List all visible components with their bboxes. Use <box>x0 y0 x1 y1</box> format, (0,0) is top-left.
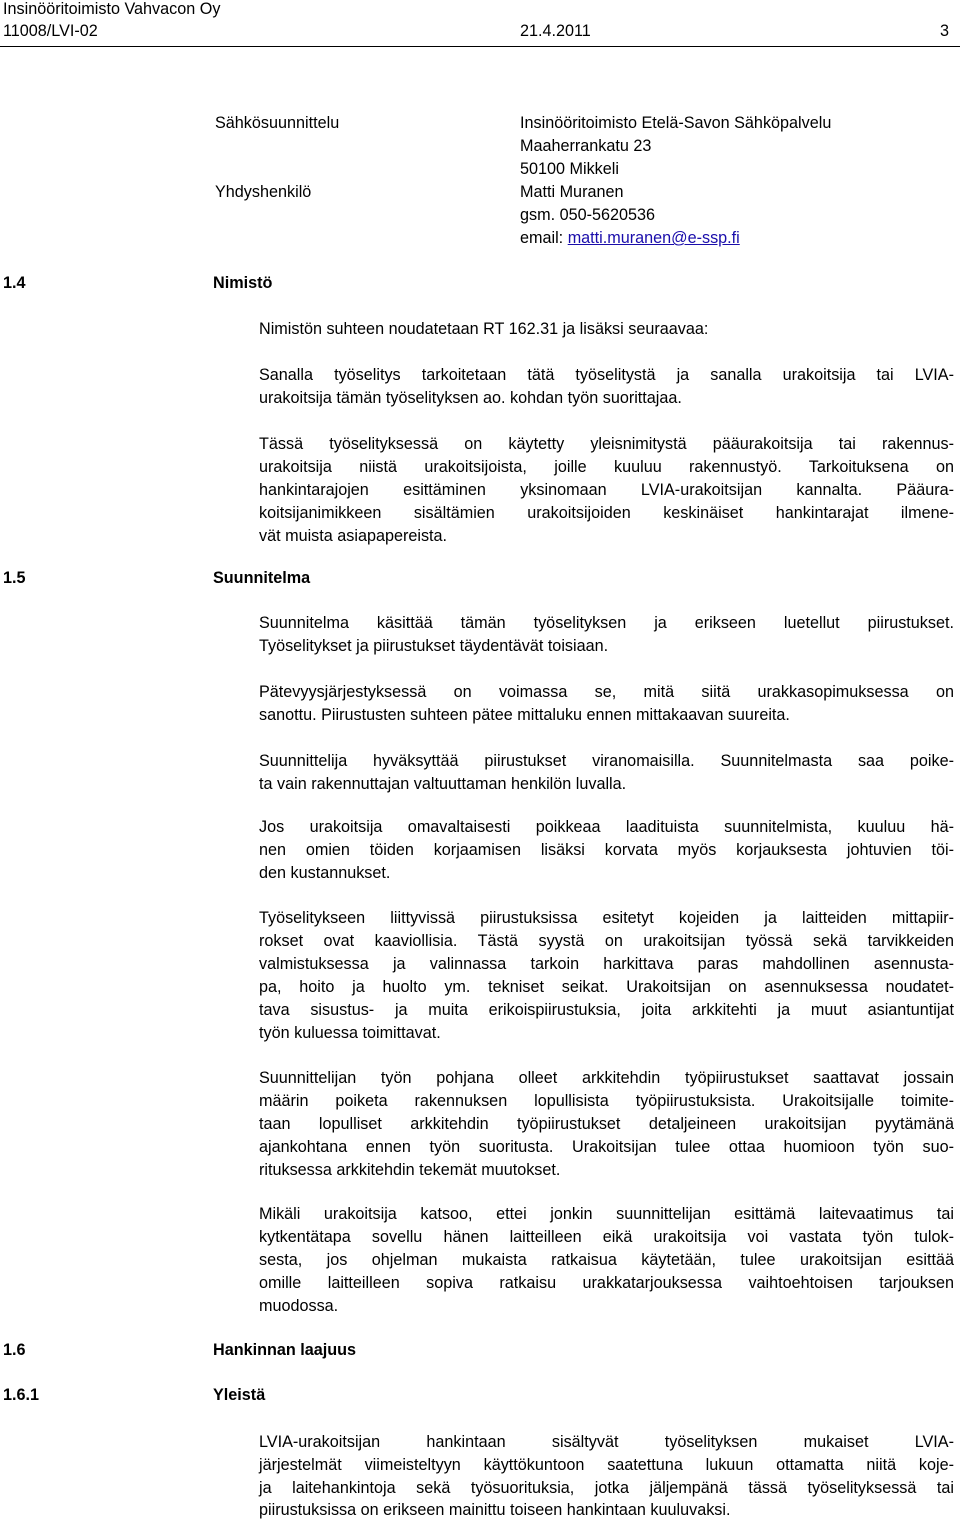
paragraph-line: järjestelmät viimeisteltyyn käyttökuntoon saatettuna lukuun ottamatta niitä koje- <box>259 1456 954 1474</box>
contact-city: 50100 Mikkeli <box>520 160 619 178</box>
paragraph-line: rokset ovat kaaviollisia. Tästä syystä on urakoitsijan työssä sekä tarvikkeiden <box>259 932 954 950</box>
section-1-5-title: Suunnitelma <box>213 569 311 587</box>
paragraph-line: ta vain rakennuttajan valtuuttaman henkilön luvalla. <box>259 775 627 793</box>
paragraph-line: sanottu. Piirustusten suhteen pätee mittaluku ennen mittakaavan suureita. <box>259 706 790 724</box>
paragraph-line: ja laitehankintoja sekä työsuorituksia, jotka jäljempänä tässä työselityksessä tai <box>259 1479 954 1497</box>
paragraph-line: LVIA-urakoitsijan hankintaan sisältyvät työselityksen mukaiset LVIA- <box>259 1433 954 1451</box>
paragraph-line: valmistuksessa ja valinnassa tarkoin harkittava paras mahdollinen asennusta- <box>259 955 954 973</box>
paragraph-line: omille laitteilleen sopiva ratkaisu urakkatarjouksessa vaihtoehtoisen tarjouksen <box>259 1274 954 1292</box>
paragraph-line: tava sisustus- ja muita erikoispiirustuksia, joita arkkitehti ja muut asiantuntijat <box>259 1001 954 1019</box>
paragraph-line: Pätevyysjärjestyksessä on voimassa se, mitä siitä urakkasopimuksessa on <box>259 683 954 701</box>
contact-street: Maaherrankatu 23 <box>520 137 652 155</box>
section-1-6-title: Hankinnan laajuus <box>213 1341 357 1359</box>
header-doc-id: 11008/LVI-02 <box>3 22 98 40</box>
paragraph-line: piirustuksissa on erikseen mainittu toiseen hankintaan kuuluvaksi. <box>259 1501 731 1519</box>
paragraph-line: määrin poiketa rakennuksen lopullisista työpiirustuksista. Urakoitsijalle toimite- <box>259 1092 954 1110</box>
paragraph-line: Suunnittelijan työn pohjana olleet arkkitehdin työpiirustukset saattavat jossain <box>259 1069 954 1087</box>
paragraph-line: vät muista asiapapereista. <box>259 527 448 545</box>
paragraph-line: Mikäli urakoitsija katsoo, ettei jonkin suunnittelijan esittämä laitevaatimus tai <box>259 1205 954 1223</box>
header-page-number: 3 <box>940 22 950 40</box>
contact-company: Insinööritoimisto Etelä-Savon Sähköpalvelu <box>520 114 832 132</box>
paragraph-line: urakoitsija niistä urakoitsijoista, joille kuuluu rakennustyö. Tarkoituksena on <box>259 458 954 476</box>
paragraph-line: muodossa. <box>259 1297 339 1315</box>
paragraph-line: Suunnittelija hyväksyttää piirustukset viranomaisilla. Suunnitelmasta saa poike- <box>259 752 954 770</box>
paragraph-line: Tässä työselityksessä on käytetty yleisnimitystä pääurakoitsija tai rakennus- <box>259 435 954 453</box>
email-link[interactable]: matti.muranen@e-ssp.fi <box>567 229 740 247</box>
section-1-4-number: 1.4 <box>3 274 26 292</box>
contact-email-line <box>520 229 740 248</box>
paragraph-line: nen omien töiden korjaamisen lisäksi korvata myös korjauksesta johtuvien töi- <box>259 841 954 859</box>
paragraph-line: sesta, jos ohjelman mukaista ratkaisua käytetään, tulee urakoitsijan esittää <box>259 1251 954 1269</box>
paragraph-line: Työselitykseen liittyvissä piirustuksissa esitetyt kojeiden ja laitteiden mittapiir- <box>259 909 954 927</box>
paragraph-line: Sanalla työselitys tarkoitetaan tätä työselitystä ja sanalla urakoitsija tai LVIA- <box>259 366 954 384</box>
paragraph-line: kytkentätapa sovellu hänen laitteilleen eikä urakoitsija voi vastata työn tulok- <box>259 1228 954 1246</box>
header-date: 21.4.2011 <box>520 22 591 40</box>
paragraph-line: den kustannukset. <box>259 864 391 882</box>
paragraph-line: koitsijanimikkeen sisältämien urakoitsijoiden keskinäiset hankintarajat ilmene- <box>259 504 954 522</box>
label-contact-person: Yhdyshenkilö <box>215 183 312 201</box>
paragraph-line: rituksessa arkkitehdin tekemät muutokset. <box>259 1161 561 1179</box>
section-1-6-1-number: 1.6.1 <box>3 1386 40 1404</box>
section-1-6-1-title: Yleistä <box>213 1386 266 1404</box>
paragraph-line: Jos urakoitsija omavaltaisesti poikkeaa laadituista suunnitelmista, kuuluu hä- <box>259 818 954 836</box>
paragraph-line: hankintarajojen esittäminen yksinomaan LVIA-urakoitsijan kannalta. Pääura- <box>259 481 954 499</box>
paragraph-line: Suunnitelma käsittää tämän työselityksen ja erikseen luetellut piirustukset. <box>259 614 954 632</box>
section-1-5-number: 1.5 <box>3 569 26 587</box>
section-1-4-intro: Nimistön suhteen noudatetaan RT 162.31 ja lisäksi seuraavaa: <box>259 320 709 338</box>
contact-phone: gsm. 050-5620536 <box>520 206 655 224</box>
header-company: Insinööritoimisto Vahvacon Oy <box>3 0 221 18</box>
section-1-6-number: 1.6 <box>3 1341 26 1359</box>
paragraph-line: Työselitykset ja piirustukset täydentävät toisiaan. <box>259 637 609 655</box>
paragraph-line: urakoitsija tämän työselityksen ao. kohdan työn suorittajaa. <box>259 389 682 407</box>
paragraph-line: taan lopulliset arkkitehdin työpiirustukset detaljeineen urakoitsijan pyytämänä <box>259 1115 954 1133</box>
contact-person: Matti Muranen <box>520 183 624 201</box>
paragraph-line: pa, hoito ja huolto ym. tekniset seikat. Urakoitsijan on asennuksessa noudatet- <box>259 978 954 996</box>
section-1-4-title: Nimistö <box>213 274 273 292</box>
paragraph-line: työn kuluessa toimittavat. <box>259 1024 441 1042</box>
header-rule <box>0 46 960 47</box>
email-prefix: email: <box>520 229 568 247</box>
label-design: Sähkösuunnittelu <box>215 114 340 132</box>
paragraph-line: ajankohtana ennen työn suoritusta. Urakoitsijan tulee ottaa huomioon työn suo- <box>259 1138 954 1156</box>
